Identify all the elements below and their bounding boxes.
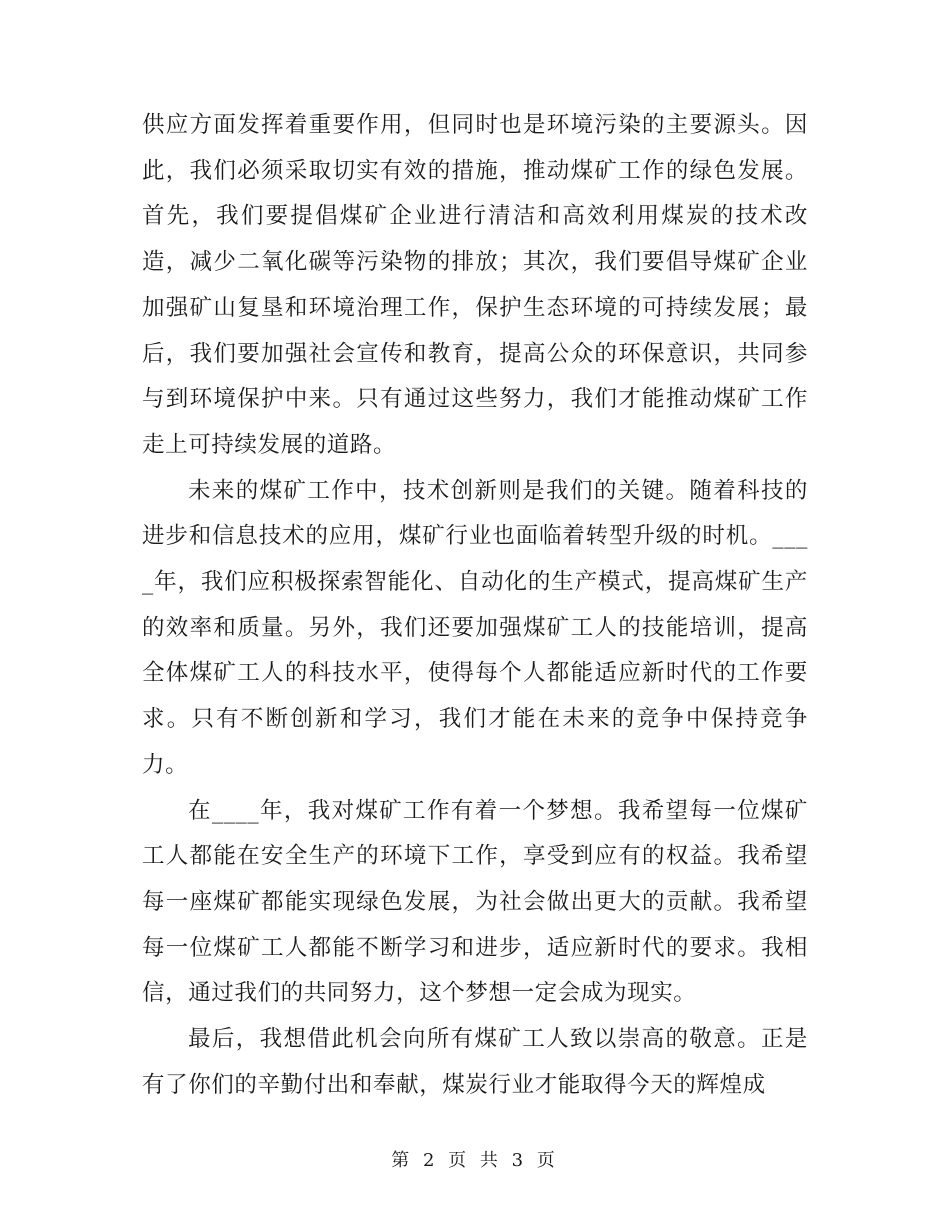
paragraph-technology-innovation: 未来的煤矿工作中，技术创新则是我们的关键。随着科技的进步和信息技术的应用，煤矿行业也面临着转型升级的时机。____年，我们应积极探索智能化、自动化的生产模式，提高煤矿生产的效率和质量。另外，我们还要加强煤矿工人的技能培训，提高全体煤矿工人的科技水平，使得每个人都能适应新时代的工作要求。只有不断创新和学习，我们才能在未来的竞争中保持竞争力。 <box>142 477 808 778</box>
paragraph-tribute: 最后，我想借此机会向所有煤矿工人致以崇高的敬意。正是有了你们的辛勤付出和奉献，煤炭行业才能取得今天的辉煌成 <box>142 1026 808 1098</box>
paragraph-dream: 在____年，我对煤矿工作有着一个梦想。我希望每一位煤矿工人都能在安全生产的环境下工作，享受到应有的权益。我希望每一座煤矿都能实现绿色发展，为社会做出更大的贡献。我希望每一位煤矿工人都能不断学习和进步，适应新时代的要求。我相信，通过我们的共同努力，这个梦想一定会成为现实。 <box>142 797 808 1007</box>
paragraph-green-development: 供应方面发挥着重要作用，但同时也是环境污染的主要源头。因此，我们必须采取切实有效的措施，推动煤矿工作的绿色发展。首先，我们要提倡煤矿企业进行清洁和高效利用煤炭的技术改造，减少二氧化碳等污染物的排放；其次，我们要倡导煤矿企业加强矿山复垦和环境治理工作，保护生态环境的可持续发展；最后，我们要加强社会宣传和教育，提高公众的环保意识，共同参与到环境保护中来。只有通过这些努力，我们才能推动煤矿工作走上可持续发展的道路。 <box>142 112 808 458</box>
document-body <box>142 103 808 1108</box>
page-number-footer: 第 2 页 共 3 页 <box>391 1150 559 1171</box>
